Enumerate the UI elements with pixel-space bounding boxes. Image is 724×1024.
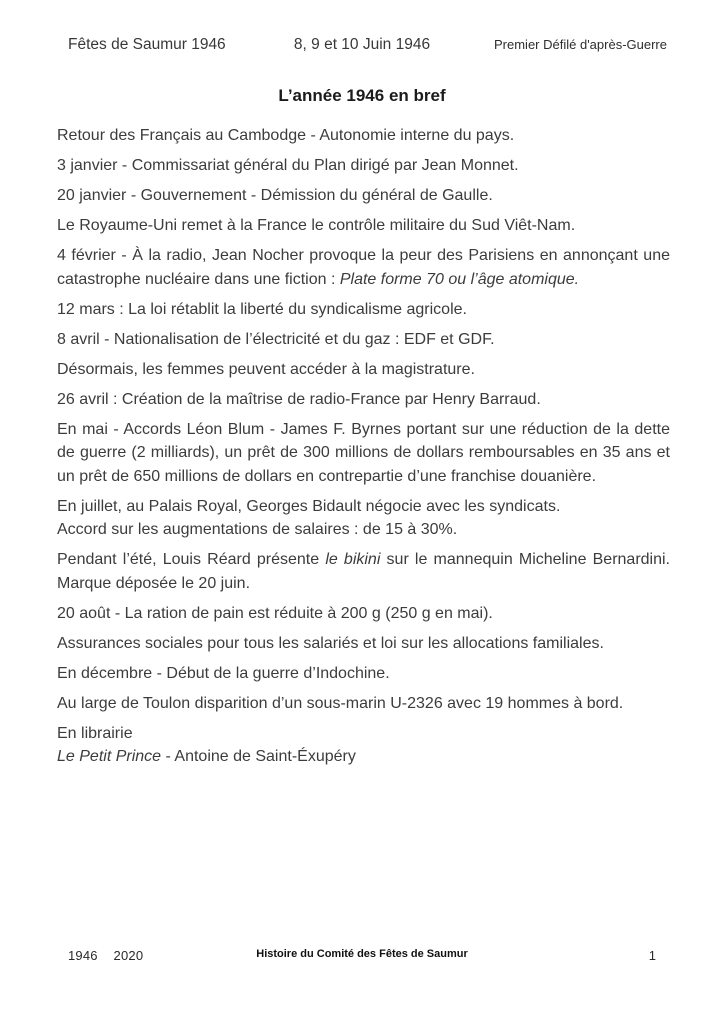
page-title: L’année 1946 en bref bbox=[278, 86, 446, 105]
text-run: Désormais, les femmes peuvent accéder à la magistrature. bbox=[57, 360, 475, 378]
text-run: En décembre - Début de la guerre d’Indochine. bbox=[57, 664, 390, 682]
paragraph bbox=[57, 418, 670, 489]
paragraph bbox=[57, 154, 670, 178]
text-run: Le Royaume-Uni remet à la France le contrôle militaire du Sud Viêt-Nam. bbox=[57, 217, 576, 234]
italic-text-run: Le Petit Prince bbox=[57, 748, 162, 765]
page-header bbox=[0, 0, 724, 54]
text-run: Pendant l’été, Louis Réard présente bbox=[57, 551, 326, 568]
paragraph bbox=[57, 602, 670, 626]
header-left-text: Fêtes de Saumur 1946 bbox=[68, 36, 226, 53]
text-run: Accord sur les augmentations de salaires : de 15 à 30%. bbox=[57, 521, 458, 538]
italic-text-run: le bikini bbox=[325, 551, 381, 568]
paragraph bbox=[57, 495, 670, 542]
text-run: 20 août - La ration de pain est réduite à 200 g (250 g en mai). bbox=[57, 604, 493, 622]
header-center-text: 8, 9 et 10 Juin 1946 bbox=[293, 36, 431, 53]
paragraph bbox=[57, 214, 670, 238]
paragraph bbox=[57, 298, 670, 322]
text-run: 26 avril : Création de la maîtrise de radio-France par Henry Barraud. bbox=[57, 390, 541, 408]
text-run: 20 janvier - Gouvernement - Démission du général de Gaulle. bbox=[57, 187, 493, 204]
text-run: Assurances sociales pour tous les salariés et loi sur les allocations familiales. bbox=[57, 634, 604, 652]
paragraph bbox=[57, 358, 670, 382]
text-run: 3 janvier - Commissariat général du Plan dirigé par Jean Monnet. bbox=[57, 157, 519, 174]
paragraph bbox=[57, 548, 670, 595]
text-run: 4 février - À la radio, Jean Nocher provoque la peur des Parisiens en annonçant une catastrophe nucléaire dans une fiction : bbox=[57, 247, 670, 288]
document-body bbox=[0, 106, 724, 769]
text-run: 8 avril - Nationalisation de l’électricité et du gaz : EDF et GDF. bbox=[57, 330, 495, 348]
paragraph bbox=[57, 328, 670, 352]
paragraph bbox=[57, 692, 670, 716]
paragraph bbox=[57, 722, 670, 769]
text-run: En juillet, au Palais Royal, Georges Bidault négocie avec les syndicats. bbox=[57, 497, 561, 515]
text-run: En mai - Accords Léon Blum - James F. Byrnes portant sur une réduction de la dette de guerre (2 milliards), un prêt de 300 millions de dollars remboursables en 35 ans et un prêt de 650 millions de dollars en contrepartie d’une franchise douanière. bbox=[57, 420, 670, 485]
footer-year-start: 1946 bbox=[68, 948, 98, 963]
text-run: - Antoine de Saint-Éxupéry bbox=[161, 748, 356, 765]
footer-years bbox=[68, 948, 143, 963]
paragraph bbox=[57, 632, 670, 656]
paragraph bbox=[57, 124, 670, 148]
paragraph bbox=[57, 244, 670, 291]
paragraph bbox=[57, 184, 670, 208]
paragraph bbox=[57, 662, 670, 686]
text-run: 12 mars : La loi rétablit la liberté du syndicalisme agricole. bbox=[57, 300, 467, 318]
text-run: sur le mannequin Micheline Bernardini. Marque déposée le 20 juin. bbox=[57, 551, 671, 592]
footer-year-end: 2020 bbox=[113, 948, 144, 963]
text-run: Retour des Français au Cambodge - Autonomie interne du pays. bbox=[57, 127, 515, 144]
text-run: Au large de Toulon disparition d’un sous-marin U-2326 avec 19 hommes à bord. bbox=[57, 694, 624, 712]
page-footer bbox=[0, 948, 724, 963]
page-number: 1 bbox=[648, 948, 656, 963]
italic-text-run: Plate forme 70 ou l’âge atomique. bbox=[339, 270, 580, 288]
footer-center-text: Histoire du Comité des Fêtes de Saumur bbox=[256, 948, 468, 960]
paragraph bbox=[57, 388, 670, 412]
text-run: En librairie bbox=[57, 724, 133, 742]
header-right-text: Premier Défilé d'après-Guerre bbox=[494, 37, 667, 52]
